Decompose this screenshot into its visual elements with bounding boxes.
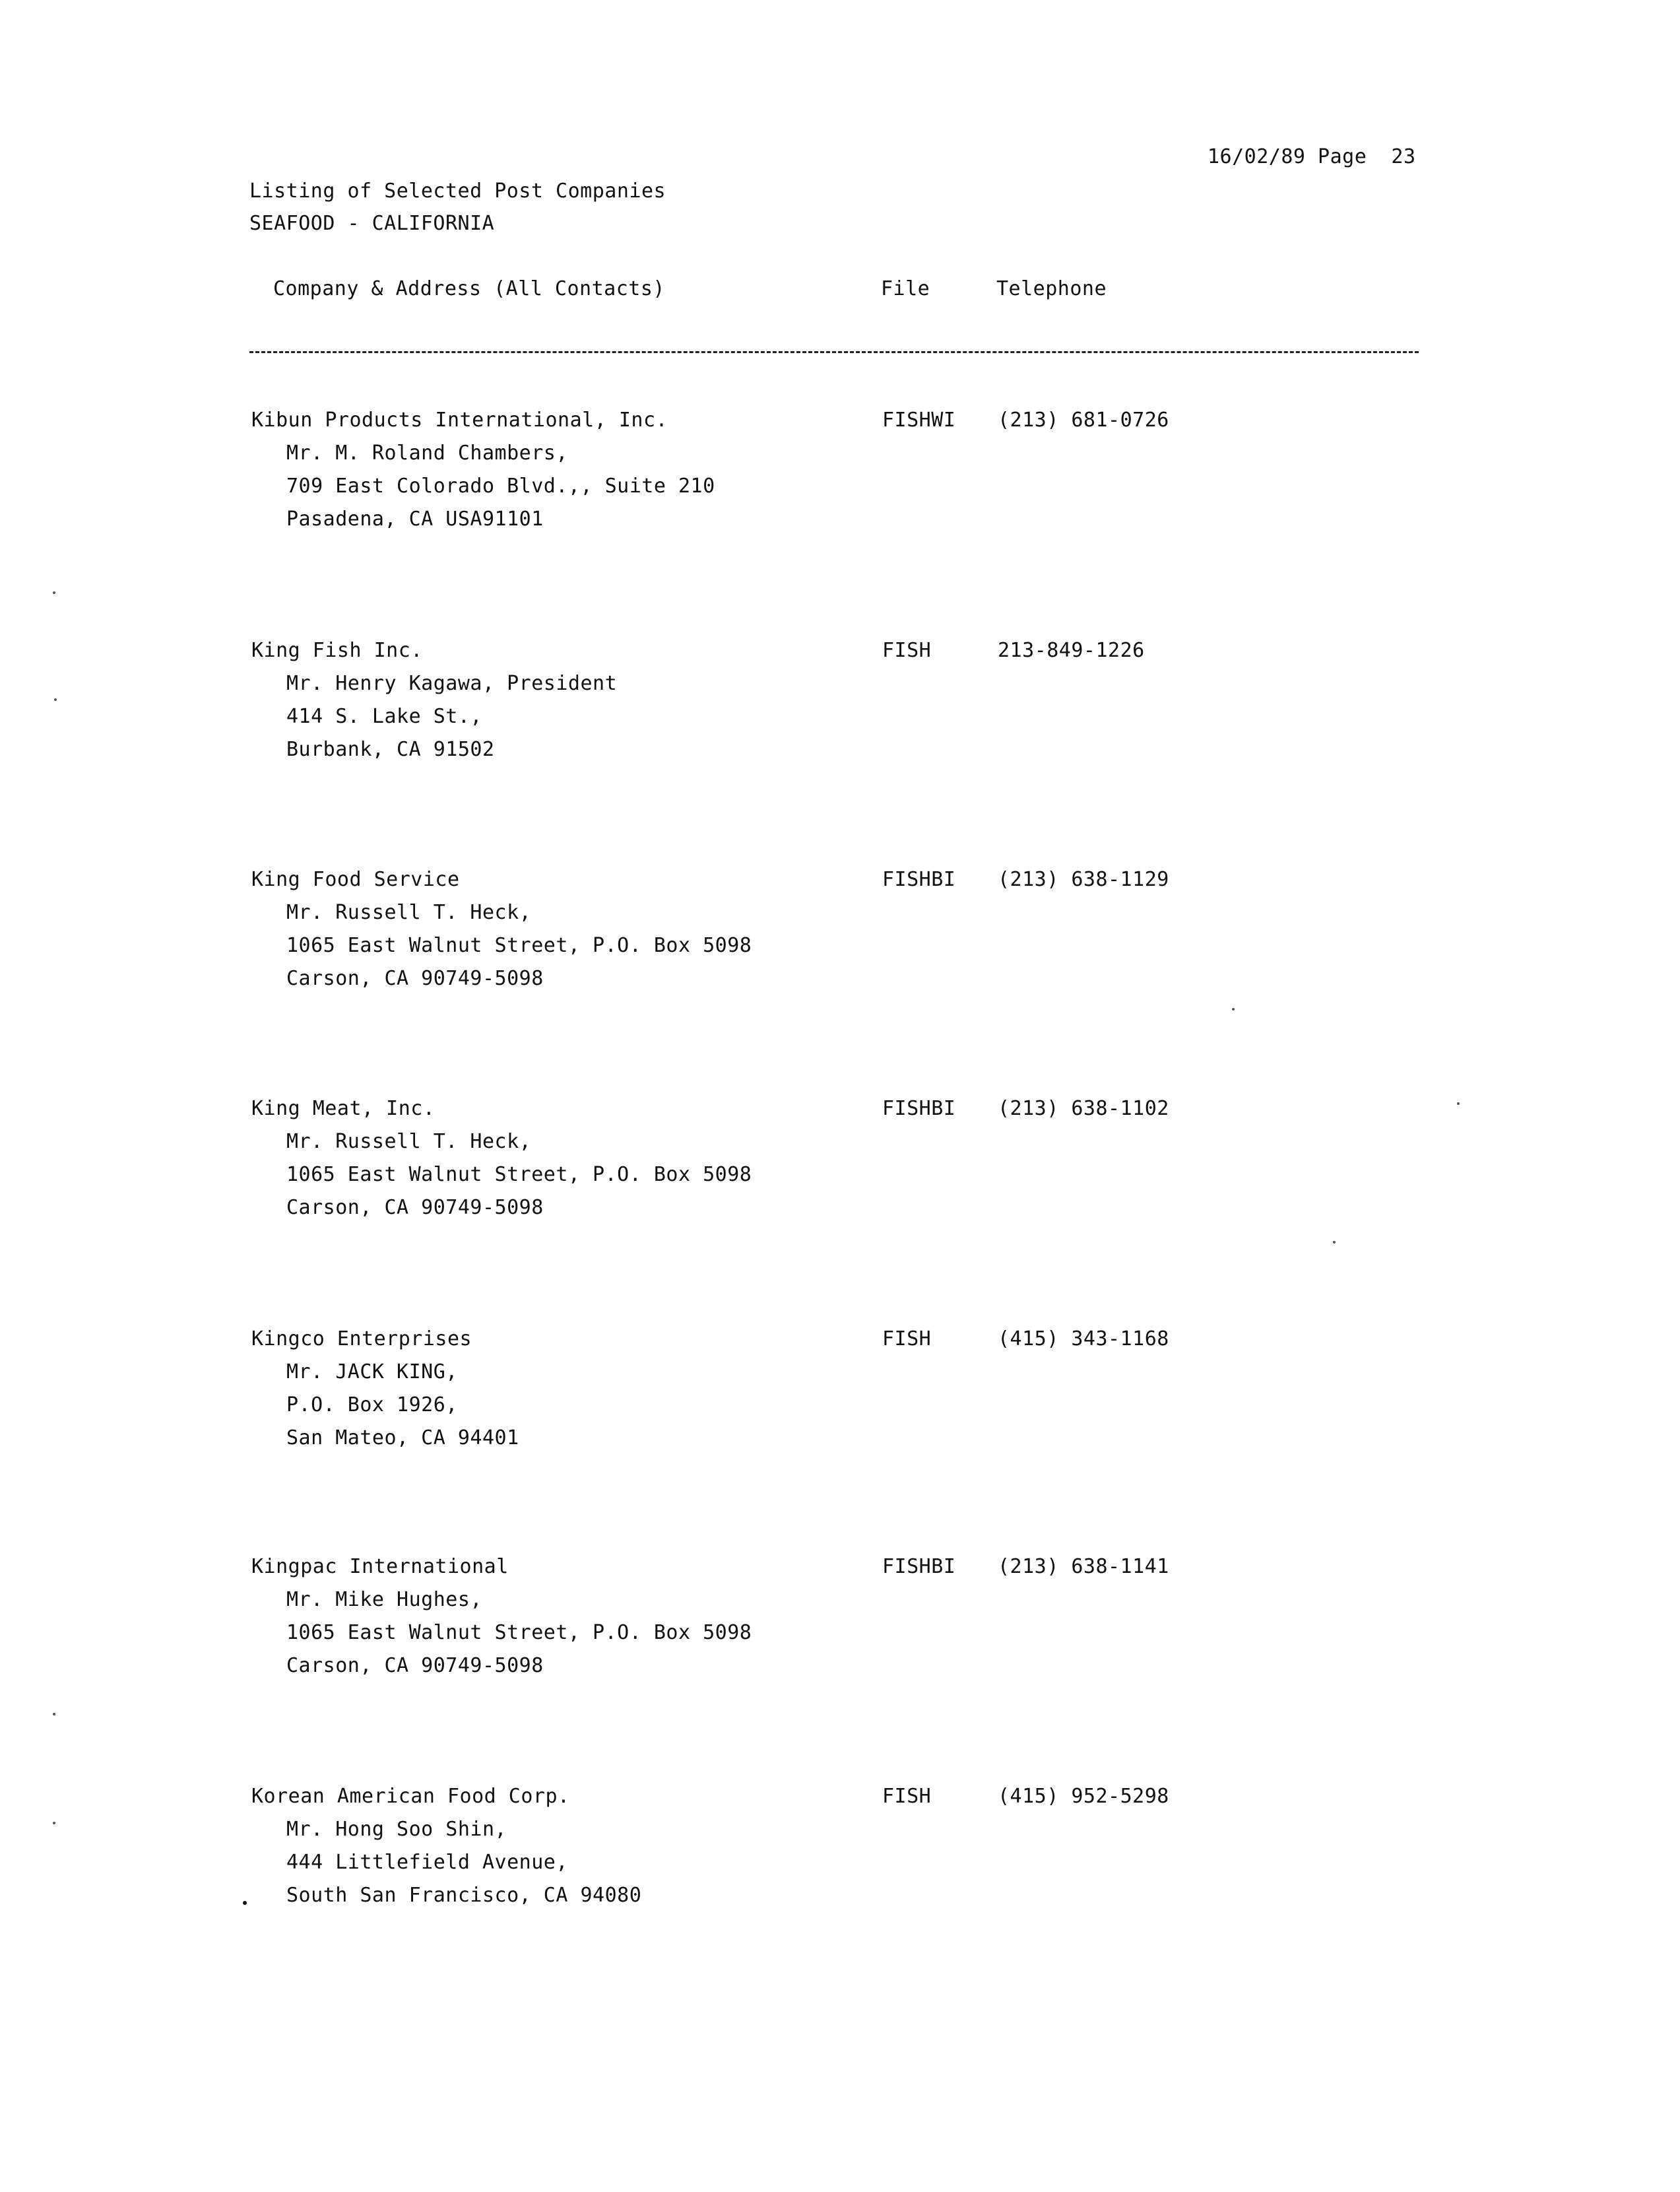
file-code: FISHBI	[882, 868, 956, 891]
street-address: 709 East Colorado Blvd.,, Suite 210	[286, 475, 715, 498]
scan-speck	[53, 1822, 55, 1824]
street-address: P.O. Box 1926,	[286, 1393, 458, 1416]
city-state-zip: South San Francisco, CA 94080	[286, 1884, 642, 1907]
telephone-number: (213) 681-0726	[998, 409, 1169, 432]
company-name: King Food Service	[251, 868, 460, 891]
company-name: King Meat, Inc.	[251, 1097, 436, 1120]
telephone-number: (213) 638-1141	[998, 1555, 1169, 1578]
street-address: 1065 East Walnut Street, P.O. Box 5098	[286, 934, 752, 957]
company-entry	[0, 1096, 1680, 1228]
scan-speck	[54, 698, 57, 701]
street-address: 1065 East Walnut Street, P.O. Box 5098	[286, 1621, 752, 1644]
report-title: Listing of Selected Post Companies	[249, 180, 666, 203]
scan-speck	[1333, 1241, 1336, 1244]
contact-name: Mr. Russell T. Heck,	[286, 1130, 532, 1153]
file-code: FISHBI	[882, 1097, 956, 1120]
file-code: FISH	[882, 1785, 932, 1808]
telephone-number: (213) 638-1129	[998, 868, 1169, 891]
contact-name: Mr. Hong Soo Shin,	[286, 1818, 507, 1841]
contact-name: Mr. Henry Kagawa, President	[286, 672, 618, 695]
telephone-number: (213) 638-1102	[998, 1097, 1169, 1120]
company-name: Kingco Enterprises	[251, 1327, 472, 1350]
city-state-zip: Carson, CA 90749-5098	[286, 967, 544, 990]
scan-speck	[53, 591, 55, 594]
report-subtitle: SEAFOOD - CALIFORNIA	[249, 212, 495, 235]
company-name: King Fish Inc.	[251, 639, 423, 662]
city-state-zip: Carson, CA 90749-5098	[286, 1196, 544, 1219]
file-code: FISH	[882, 639, 932, 662]
telephone-number: 213-849-1226	[998, 639, 1145, 662]
file-code: FISH	[882, 1327, 932, 1350]
dashed-separator	[249, 351, 1419, 353]
city-state-zip: San Mateo, CA 94401	[286, 1426, 519, 1449]
column-header-file: File	[881, 277, 930, 300]
contact-name: Mr. Mike Hughes,	[286, 1588, 482, 1611]
scan-speck	[53, 1713, 55, 1715]
scan-speck	[243, 1901, 247, 1905]
company-entry	[0, 1554, 1680, 1686]
company-entry	[0, 407, 1680, 539]
company-name: Kingpac International	[251, 1555, 509, 1578]
city-state-zip: Burbank, CA 91502	[286, 738, 495, 761]
city-state-zip: Pasadena, CA USA91101	[286, 508, 544, 531]
company-entry	[0, 1783, 1680, 1915]
street-address: 444 Littlefield Avenue,	[286, 1851, 568, 1874]
telephone-number: (415) 343-1168	[998, 1327, 1169, 1350]
file-code: FISHWI	[882, 409, 956, 432]
street-address: 414 S. Lake St.,	[286, 705, 482, 728]
company-entry	[0, 638, 1680, 770]
city-state-zip: Carson, CA 90749-5098	[286, 1654, 544, 1677]
street-address: 1065 East Walnut Street, P.O. Box 5098	[286, 1163, 752, 1186]
date-and-page-number: 16/02/89 Page 23	[1208, 145, 1416, 168]
contact-name: Mr. M. Roland Chambers,	[286, 442, 568, 465]
file-code: FISHBI	[882, 1555, 956, 1578]
scan-speck	[1457, 1102, 1460, 1105]
company-entry	[0, 867, 1680, 999]
column-header-telephone: Telephone	[996, 277, 1107, 300]
contact-name: Mr. JACK KING,	[286, 1360, 458, 1383]
telephone-number: (415) 952-5298	[998, 1785, 1169, 1808]
company-name: Kibun Products International, Inc.	[251, 409, 668, 432]
company-entry	[0, 1326, 1680, 1458]
column-header-company: Company & Address (All Contacts)	[273, 277, 665, 300]
company-name: Korean American Food Corp.	[251, 1785, 570, 1808]
scan-speck	[1232, 1008, 1235, 1011]
contact-name: Mr. Russell T. Heck,	[286, 901, 532, 924]
